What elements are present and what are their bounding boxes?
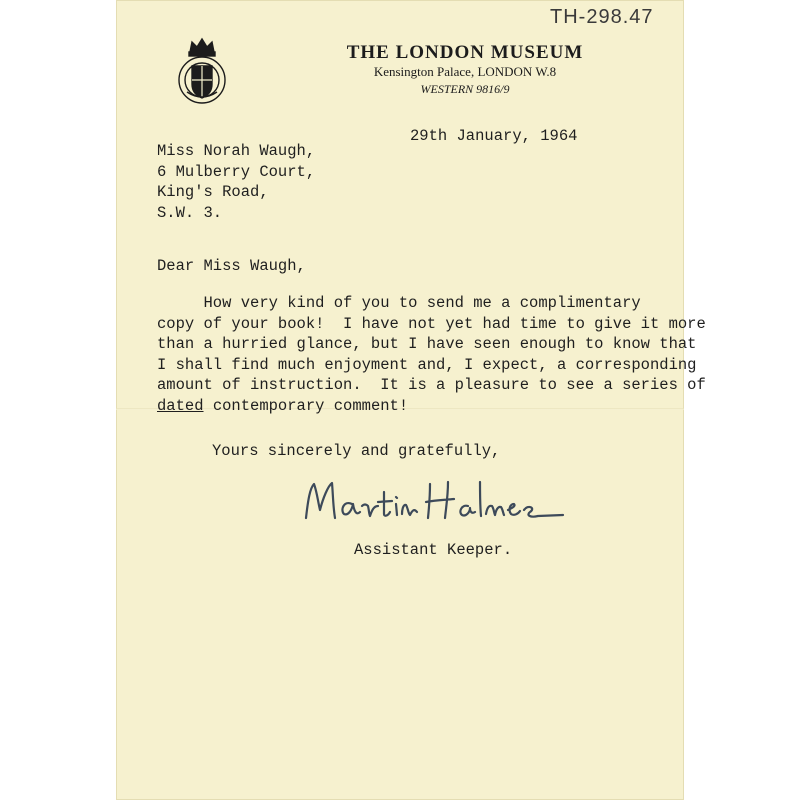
handwritten-signature bbox=[298, 470, 568, 530]
archive-reference: TH-298.47 bbox=[550, 6, 654, 28]
museum-telephone: WESTERN 9816/9 bbox=[420, 82, 510, 96]
recipient-line: 6 Mulberry Court, bbox=[157, 162, 316, 181]
underlined-word: dated bbox=[157, 396, 204, 415]
museum-address: Kensington Palace, LONDON W.8 bbox=[373, 64, 557, 79]
recipient-address bbox=[157, 141, 315, 223]
body-line: amount of instruction. It is a pleasure to see a series of bbox=[157, 376, 706, 394]
museum-name: THE LONDON MUSEUM bbox=[346, 42, 584, 63]
recipient-line: King's Road, bbox=[157, 183, 269, 201]
body-line bbox=[157, 396, 706, 417]
signatory-title: Assistant Keeper. bbox=[354, 541, 513, 559]
letter-date: 29th January, 1964 bbox=[410, 127, 578, 145]
body-line-rest: contemporary comment! bbox=[203, 396, 409, 415]
body-line: than a hurried glance, but I have seen enough to know that bbox=[157, 335, 697, 353]
closing: Yours sincerely and gratefully, bbox=[212, 442, 501, 460]
body-line: I shall find much enjoyment and, I expect, a corresponding bbox=[157, 355, 697, 374]
body-line: copy of your book! I have not yet had time to give it more bbox=[157, 314, 706, 333]
royal-crest-icon bbox=[175, 36, 229, 106]
salutation: Dear Miss Waugh, bbox=[157, 257, 306, 275]
letter-body bbox=[157, 293, 706, 416]
recipient-line: S.W. 3. bbox=[157, 203, 223, 222]
body-line: How very kind of you to send me a complimentary bbox=[157, 294, 641, 312]
recipient-line: Miss Norah Waugh, bbox=[157, 142, 316, 160]
